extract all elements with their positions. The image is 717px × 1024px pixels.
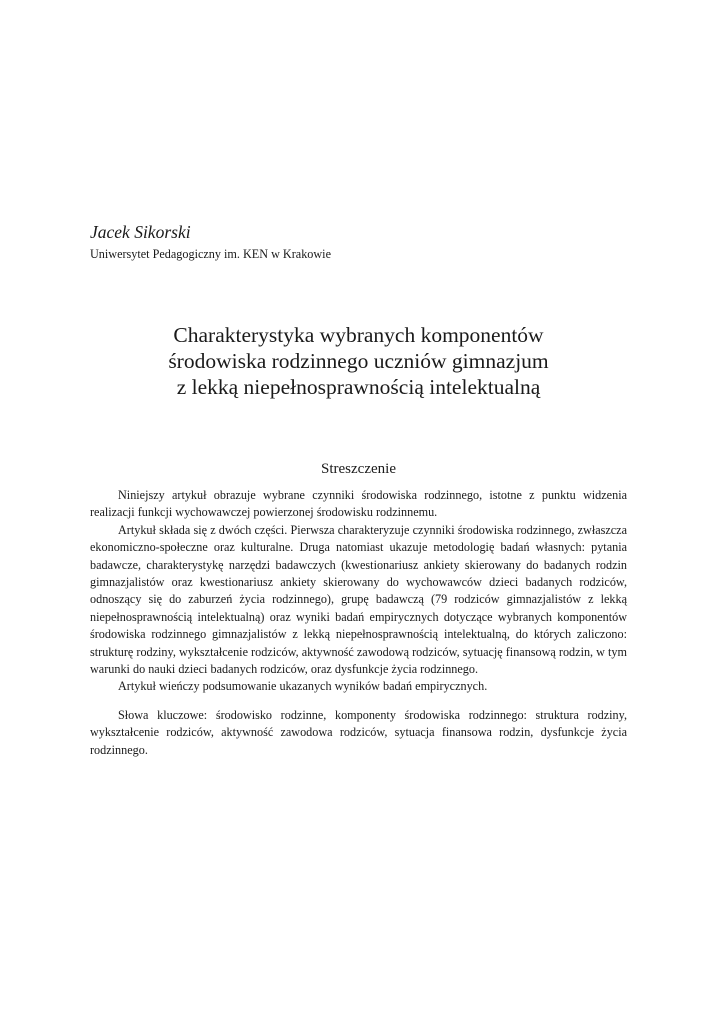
abstract-heading: Streszczenie xyxy=(321,461,396,477)
abstract-paragraph: Niniejszy artykuł obrazuje wybrane czynniki środowiska rodzinnego, istotne z punktu widzenia realizacji funkcji wychowawczej powierzonej środowisku rodzinnemu. xyxy=(90,488,627,520)
abstract-paragraph: Artykuł wieńczy podsumowanie ukazanych wyników badań empirycznych. xyxy=(118,679,488,694)
title-line: Charakterystyka wybranych komponentów xyxy=(173,323,544,347)
title-line: środowiska rodzinnego uczniów gimnazjum xyxy=(168,349,549,373)
article-title xyxy=(90,322,627,400)
abstract-paragraph: Artykuł składa się z dwóch części. Pierwsza charakteryzuje czynniki środowiska rodzinnego, zwłaszcza ekonomiczno-społeczne oraz kulturalne. Druga natomiast ukazuje metodologię badań własnych: pytania badawcze, charakterystykę narzędzi badawczych (kwestionariusz ankiety skierowany do badanych rodzin gimnazjalistów oraz kwestionariusz ankiety skierowany do wychowawców dzieci badanych rodziców, odnoszący się do zaburzeń życia rodzinnego), grupę badawczą (79 rodziców gimnazjalistów z lekką niepełnosprawnością intelektualną) oraz wyniki badań empirycznych dotyczące wybranych komponentów środowiska rodzinnego gimnazjalistów z lekką niepełnosprawnością intelektualną, do których zaliczono: strukturę rodziny, wykształcenie rodziców, aktywność zawodową rodziców, sytuację finansową rodzin, w tym warunki do nauki dzieci badanych rodziców, oraz dysfunkcje życia rodzinnego. xyxy=(90,522,627,677)
author-name: Jacek Sikorski xyxy=(90,222,191,242)
abstract-body xyxy=(90,487,627,696)
keywords-section xyxy=(90,707,627,759)
author-affiliation: Uniwersytet Pedagogiczny im. KEN w Krakowie xyxy=(90,247,331,261)
title-line: z lekką niepełnosprawnością intelektualną xyxy=(176,375,541,399)
keywords-text: Słowa kluczowe: środowisko rodzinne, komponenty środowiska rodzinnego: struktura rodziny, wykształcenie rodziców, aktywność zawodowa rodziców, sytuacja finansowa rodzin, dysfunkcje życia rodzinnego. xyxy=(90,708,627,757)
